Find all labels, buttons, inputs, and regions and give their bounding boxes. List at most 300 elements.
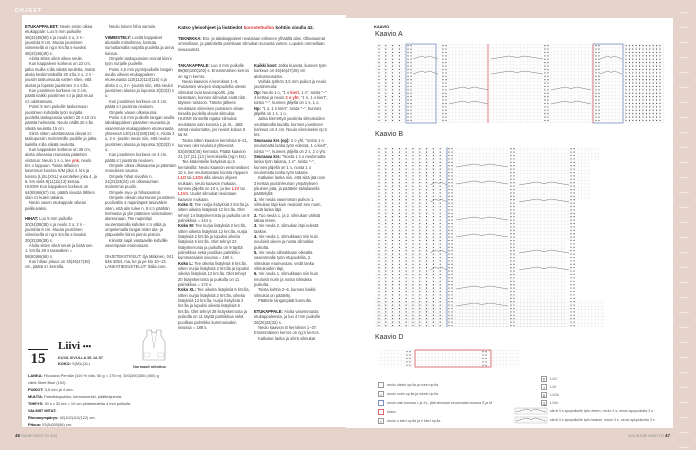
purl-stitch-dot (646, 117, 647, 118)
purl-stitch-dot (442, 62, 443, 63)
purl-stitch-dot (385, 69, 386, 70)
highlighted-term[interactable]: L1O (178, 175, 186, 181)
purl-stitch-dot (419, 294, 420, 295)
purl-stitch-dot (433, 230, 434, 231)
purl-stitch-dot (385, 254, 386, 255)
purl-stitch-dot (378, 186, 379, 187)
purl-stitch-dot (649, 103, 650, 104)
purl-stitch-dot (385, 196, 386, 197)
purl-stitch-dot (410, 83, 411, 84)
purl-stitch-dot (629, 93, 630, 94)
purl-stitch-dot (399, 93, 400, 94)
purl-stitch-dot (410, 93, 411, 94)
purl-stitch-dot (448, 274, 449, 275)
purl-stitch-dot (407, 113, 408, 114)
text-run: Tee oikeita lisäyksiä 6 krs:lla, sitten nurjia lisäyksiä 2 krs:lla, oikeita lisäyksiä 12 krs:lla, nurjia lisäyksiä 2 krs:lla ja lopuksi oikeita lisäyksiä 6 krs:lla. Olet tehnyt 28 lisäyskerrosta ja puikolla on 11 täyttä palmikkoa sekä puolikas palmikko kummassakin sivussa = 188 s. (178, 287, 250, 330)
purl-stitch-dot (412, 189, 413, 190)
purl-stitch-dot (426, 240, 427, 241)
purl-stitch-dot (410, 79, 411, 80)
purl-stitch-dot (632, 62, 633, 63)
purl-stitch-dot (448, 237, 449, 238)
purl-stitch-dot (399, 165, 400, 166)
purl-stitch-dot (406, 284, 407, 285)
highlighted-term[interactable]: L1Vn (178, 191, 189, 197)
purl-stitch-dot (385, 113, 386, 114)
purl-stitch-dot (433, 209, 434, 210)
purl-stitch-dot (410, 113, 411, 114)
purl-stitch-dot (399, 189, 400, 190)
purl-stitch-dot (419, 264, 420, 265)
purl-stitch-dot (407, 52, 408, 53)
purl-stitch-dot (392, 192, 393, 193)
purl-stitch-dot (399, 155, 400, 156)
purl-stitch-dot (399, 120, 400, 121)
purl-stitch-dot (392, 203, 393, 204)
purl-stitch-dot (385, 247, 386, 248)
purl-stitch-dot (392, 209, 393, 210)
purl-stitch-dot (653, 93, 654, 94)
purl-stitch-dot (399, 271, 400, 272)
legend-symbol: ł (378, 418, 384, 424)
purl-stitch-dot (595, 103, 596, 104)
purl-stitch-dot (385, 291, 386, 292)
purl-stitch-dot (510, 186, 511, 187)
purl-stitch-dot (570, 271, 571, 272)
purl-stitch-dot (513, 148, 514, 149)
purl-stitch-dot (385, 237, 386, 238)
purl-stitch-dot (385, 240, 386, 241)
purl-stitch-dot (392, 96, 393, 97)
purl-stitch-dot (448, 179, 449, 180)
purl-stitch-dot (392, 148, 393, 149)
purl-stitch-dot (547, 49, 548, 50)
purl-stitch-dot (392, 152, 393, 153)
legend-label: neulo o kiert op:lla ja n kiert np:lla (387, 419, 441, 423)
purl-stitch-dot (510, 250, 511, 251)
purl-stitch-dot (378, 294, 379, 295)
purl-stitch-dot (440, 169, 441, 170)
purl-stitch-dot (433, 288, 434, 289)
purl-stitch-dot (407, 72, 408, 73)
purl-stitch-dot (448, 206, 449, 207)
purl-stitch-dot (399, 182, 400, 183)
purl-stitch-dot (419, 237, 420, 238)
purl-stitch-dot (659, 106, 660, 107)
purl-stitch-dot (573, 189, 574, 190)
purl-stitch-dot (547, 45, 548, 46)
purl-stitch-dot (392, 243, 393, 244)
purl-stitch-dot (547, 79, 548, 80)
text-run: Jatka kierrettyä joustinta silmukoiden osoittamalla tavalla, kunnes joustimen korkeus on 4 cm. Neulo viimeiseksi np:n krs. (254, 116, 328, 138)
purl-stitch-dot (642, 55, 643, 56)
purl-stitch-dot (485, 361, 486, 362)
purl-stitch-dot (407, 83, 408, 84)
purl-stitch-dot (595, 110, 596, 111)
purl-stitch-dot (378, 158, 379, 159)
purl-stitch-dot (406, 199, 407, 200)
purl-stitch-dot (451, 284, 452, 285)
purl-stitch-dot (392, 106, 393, 107)
purl-stitch-dot (544, 93, 545, 94)
purl-stitch-dot (513, 267, 514, 268)
purl-stitch-dot (445, 113, 446, 114)
spec-value: 30 s x 32 krs = 10 cm pintaneuletta 4 mm puikolla. (44, 401, 132, 406)
spec-value: Palmikkopuikko, kerrosmerkki, päättelyneula. (44, 394, 122, 399)
purl-stitch-dot (659, 89, 660, 90)
purl-stitch-dot (570, 199, 571, 200)
text-run: Päättele langanpäät kunnolla. (258, 298, 312, 304)
section-tag: OHJEET (15, 8, 43, 14)
purl-stitch-dot (445, 79, 446, 80)
purl-stitch-dot (448, 284, 449, 285)
purl-stitch-dot (573, 165, 574, 166)
purl-stitch-dot (653, 89, 654, 90)
purl-stitch-dot (448, 172, 449, 173)
text-run: Kun kappaleen korkeus on 22 cm, jatka muilla s:illa sileää neuletta, mutta aloita keskimmäisillä 20 s:lla 2 o, 2 n -joustin taskunsuuta varten siten, että aloitat ja lopetat joustimen 3 o s:lla. (25, 61, 95, 88)
purl-stitch-dot (440, 155, 441, 156)
text-run: OHJETEKSTI/ISUT: Ilja Mäkinen, 041 546 3054, ma, ke ja pe klo 10–13. LANKATIEDUSTELUT: Italia.com. (105, 253, 174, 270)
chart-d-title: Kaavio D (375, 334, 404, 341)
purl-stitch-dot (642, 62, 643, 63)
legend-label: neulo vain koossa L ja XL, jätä silmukat neulomatta koossa S ja M (387, 401, 493, 405)
purl-stitch-dot (412, 257, 413, 258)
purl-stitch-dot (392, 223, 393, 224)
purl-stitch-dot (385, 294, 386, 295)
purl-stitch-dot (636, 52, 637, 53)
purl-stitch-dot (385, 106, 386, 107)
purl-stitch-dot (570, 274, 571, 275)
purl-stitch-dot (656, 49, 657, 50)
purl-stitch-dot (547, 66, 548, 67)
purl-stitch-dot (385, 172, 386, 173)
purl-stitch-dot (629, 113, 630, 114)
purl-stitch-dot (385, 103, 386, 104)
purl-stitch-dot (399, 288, 400, 289)
purl-stitch-dot (639, 45, 640, 46)
purl-stitch-dot (570, 196, 571, 197)
purl-stitch-dot (419, 165, 420, 166)
purl-stitch-dot (595, 120, 596, 121)
purl-stitch-dot (406, 298, 407, 299)
purl-stitch-dot (595, 69, 596, 70)
purl-stitch-dot (407, 93, 408, 94)
text-run: Aloita sitten sileä oikea neule. (29, 56, 83, 62)
purl-stitch-dot (642, 49, 643, 50)
spec-value: 3,5 mm ja 4 mm. (44, 387, 74, 392)
purl-stitch-dot (629, 106, 630, 107)
purl-stitch-dot (451, 240, 452, 241)
purl-stitch-dot (629, 83, 630, 84)
purl-stitch-dot (544, 113, 545, 114)
purl-stitch-dot (649, 72, 650, 73)
text-run: HUOM! Kun kappaleen korkeus on 64(65)66(67) cm, päätä sivusta lähtien olan s:t kuten takana. (25, 184, 95, 200)
purl-stitch-dot (544, 62, 545, 63)
purl-stitch-dot (639, 76, 640, 77)
purl-stitch-dot (412, 284, 413, 285)
purl-stitch-dot (410, 45, 411, 46)
purl-stitch-dot (412, 233, 413, 234)
purl-stitch-dot (570, 148, 571, 149)
purl-stitch-dot (642, 83, 643, 84)
purl-stitch-dot (510, 216, 511, 217)
purl-stitch-dot (378, 284, 379, 285)
purl-stitch-dot (636, 45, 637, 46)
purl-stitch-dot (440, 257, 441, 258)
purl-stitch-dot (659, 76, 660, 77)
purl-stitch-dot (440, 175, 441, 176)
purl-stitch-dot (598, 69, 599, 70)
purl-stitch-dot (639, 93, 640, 94)
legend-label: L1O (550, 377, 557, 381)
purl-stitch-dot (598, 72, 599, 73)
purl-stitch-dot (442, 120, 443, 121)
purl-stitch-dot (653, 79, 654, 80)
purl-stitch-dot (659, 72, 660, 73)
purl-stitch-dot (451, 230, 452, 231)
text-run: Neulo kaavion A kerrokset 1–5. Punaisten viivojen sisäpuolella olevat silmukat ovat kuvioraportti, jota toistetaan, kunnes silmukat eivät riitä täyteen toistoon. Tämän jälkeen neulotaan viimeisen punaisen viivan toisella puolella olevat silmukat. HUOM! Sinisellä rajatut silmukat neulotaan vain koossa L ja XL. Jätä nämä neulomatta, jos neulot kokoa S tai M. (178, 79, 246, 138)
purl-stitch-dot (448, 155, 449, 156)
purl-stitch-dot (629, 66, 630, 67)
purl-stitch-dot (573, 264, 574, 265)
purl-stitch-dot (445, 89, 446, 90)
purl-stitch-dot (440, 179, 441, 180)
purl-stitch-dot (433, 233, 434, 234)
purl-stitch-dot (392, 264, 393, 265)
purl-stitch-dot (646, 49, 647, 50)
purl-stitch-dot (570, 179, 571, 180)
purl-stitch-dot (412, 175, 413, 176)
purl-stitch-dot (653, 59, 654, 60)
purl-stitch-dot (399, 213, 400, 214)
purl-stitch-dot (419, 162, 420, 163)
purl-stitch-dot (573, 254, 574, 255)
purl-stitch-dot (573, 203, 574, 204)
purl-stitch-dot (649, 110, 650, 111)
purl-stitch-dot (595, 117, 596, 118)
purl-stitch-dot (653, 52, 654, 53)
purl-stitch-dot (451, 233, 452, 234)
purl-stitch-dot (409, 355, 410, 356)
legend-label: L1V (550, 385, 557, 389)
purl-stitch-dot (412, 277, 413, 278)
purl-stitch-dot (442, 103, 443, 104)
purl-stitch-dot (410, 52, 411, 53)
purl-stitch-dot (399, 230, 400, 231)
purl-stitch-dot (646, 52, 647, 53)
purl-stitch-dot (433, 237, 434, 238)
purl-stitch-dot (419, 281, 420, 282)
purl-stitch-dot (510, 291, 511, 292)
purl-stitch-dot (409, 358, 410, 359)
purl-stitch-dot (573, 240, 574, 241)
purl-stitch-dot (440, 196, 441, 197)
legend-cable-label: siirrä 3 s apupuikolle työn eteen, neulo 3 s, neulo apupuikolta 3 s (550, 409, 654, 413)
purl-stitch-dot (513, 294, 514, 295)
purl-stitch-dot (399, 76, 400, 77)
purl-stitch-dot (513, 240, 514, 241)
purl-stitch-dot (392, 62, 393, 63)
legend-label: neulo nurin op:lla ja oikein np:lla (387, 392, 439, 396)
purl-stitch-dot (378, 182, 379, 183)
purl-stitch-dot (544, 117, 545, 118)
purl-stitch-dot (513, 271, 514, 272)
purl-stitch-dot (485, 355, 486, 356)
purl-stitch-dot (510, 264, 511, 265)
run-label: 5. (254, 250, 259, 256)
purl-stitch-dot (378, 93, 379, 94)
purl-stitch-dot (639, 106, 640, 107)
purl-stitch-dot (451, 155, 452, 156)
purl-stitch-dot (448, 257, 449, 258)
purl-stitch-dot (625, 89, 626, 90)
purl-stitch-dot (510, 288, 511, 289)
purl-stitch-dot (448, 192, 449, 193)
purl-stitch-dot (392, 59, 393, 60)
purl-stitch-dot (451, 291, 452, 292)
purl-stitch-dot (448, 267, 449, 268)
purl-stitch-dot (412, 199, 413, 200)
purl-stitch-dot (419, 155, 420, 156)
text-run: Neulo 1 o, "1 o (262, 89, 291, 95)
purl-stitch-dot (510, 203, 511, 204)
purl-stitch-dot (399, 298, 400, 299)
purl-stitch-dot (392, 83, 393, 84)
purl-stitch-dot (570, 281, 571, 282)
purl-stitch-dot (378, 192, 379, 193)
purl-stitch-dot (392, 199, 393, 200)
purl-stitch-dot (410, 66, 411, 67)
purl-stitch-dot (399, 192, 400, 193)
spec-value: 92(102)112(122) cm. (59, 415, 96, 420)
purl-stitch-dot (451, 209, 452, 210)
purl-stitch-dot (448, 175, 449, 176)
purl-stitch-dot (442, 52, 443, 53)
highlighted-term[interactable]: ynk (71, 157, 79, 163)
purl-stitch-dot (656, 72, 657, 73)
purl-stitch-dot (448, 162, 449, 163)
purl-stitch-dot (385, 203, 386, 204)
purl-stitch-dot (399, 100, 400, 101)
purl-stitch-dot (385, 45, 386, 46)
highlighted-term[interactable]: L1On (192, 175, 204, 181)
purl-stitch-dot (440, 152, 441, 153)
purl-stitch-dot (412, 220, 413, 221)
purl-stitch-dot (412, 165, 413, 166)
purl-stitch-dot (407, 86, 408, 87)
purl-stitch-dot (378, 86, 379, 87)
purl-stitch-dot (653, 86, 654, 87)
purl-stitch-dot (392, 103, 393, 104)
text-run: Poimi 4,5 mm pyöröpuikolle langan avulla oikean etukappaleen etureunasta 110(112)114(116) s ja aloita 2 o, 2 n -joustin niin, että neulot joustimen alussa ja lopussa 3(3)3(3) s o. (105, 66, 174, 99)
purl-stitch-dot (445, 106, 446, 107)
purl-stitch-dot (399, 162, 400, 163)
purl-stitch-dot (598, 120, 599, 121)
purl-stitch-dot (433, 179, 434, 180)
text-run: Levitä kappaleet alustalle mittoihinsa, kostuta sumuttamalla nurjalta puolelta ja anna kuivua. (105, 34, 174, 56)
spec-label: TIHEYS: (28, 401, 45, 406)
highlighted-term[interactable]: 2 o yht (285, 95, 299, 101)
purl-stitch-dot (573, 158, 574, 159)
purl-stitch-dot (442, 76, 443, 77)
purl-stitch-dot (440, 281, 441, 282)
purl-stitch-dot (632, 66, 633, 67)
purl-stitch-dot (419, 152, 420, 153)
purl-stitch-dot (625, 117, 626, 118)
purl-stitch-dot (385, 182, 386, 183)
purl-stitch-dot (410, 106, 411, 107)
purl-stitch-dot (639, 83, 640, 84)
run-label: TEKNIIKKA: (178, 36, 203, 41)
purl-stitch-dot (433, 206, 434, 207)
spec-label: PUIKOT: (28, 387, 45, 392)
purl-stitch-dot (392, 100, 393, 101)
highlighted-term[interactable]: L1V (231, 185, 240, 191)
purl-stitch-dot (399, 226, 400, 227)
purl-stitch-dot (426, 271, 427, 272)
purl-stitch-dot (392, 169, 393, 170)
purl-stitch-dot (406, 281, 407, 282)
purl-stitch-dot (378, 264, 379, 265)
purl-stitch-dot (573, 182, 574, 183)
purl-stitch-dot (598, 66, 599, 67)
purl-stitch-dot (451, 182, 452, 183)
purl-stitch-dot (513, 213, 514, 214)
purl-stitch-dot (510, 199, 511, 200)
purl-stitch-dot (426, 192, 427, 193)
purl-stitch-dot (513, 165, 514, 166)
purl-stitch-dot (392, 79, 393, 80)
difficulty-rating: ••• (82, 342, 92, 351)
purl-stitch-dot (385, 117, 386, 118)
purl-stitch-dot (547, 89, 548, 90)
purl-stitch-dot (656, 83, 657, 84)
purl-stitch-dot (385, 72, 386, 73)
purl-stitch-dot (649, 120, 650, 121)
purl-stitch-dot (595, 96, 596, 97)
highlighted-term[interactable]: kiert (290, 89, 299, 95)
purl-stitch-dot (636, 103, 637, 104)
purl-stitch-dot (547, 55, 548, 56)
purl-stitch-dot (378, 260, 379, 261)
purl-stitch-dot (412, 192, 413, 193)
purl-stitch-dot (547, 113, 548, 114)
text-run: Vie neula 1. silmukkaan niin kuin neuloisit oikein ja nosta silmukka puikolta. (254, 234, 318, 250)
purl-stitch-dot (442, 72, 443, 73)
purl-stitch-dot (547, 59, 548, 60)
purl-stitch-dot (378, 59, 379, 60)
purl-stitch-dot (406, 277, 407, 278)
purl-stitch-dot (513, 196, 514, 197)
purl-stitch-dot (407, 117, 408, 118)
purl-stitch-dot (544, 100, 545, 101)
purl-stitch-dot (433, 172, 434, 173)
purl-stitch-dot (419, 274, 420, 275)
purl-stitch-dot (448, 298, 449, 299)
purl-stitch-dot (573, 199, 574, 200)
purl-stitch-dot (513, 155, 514, 156)
purl-stitch-dot (433, 203, 434, 204)
purl-stitch-dot (406, 220, 407, 221)
purl-stitch-dot (433, 165, 434, 166)
highlighted-link[interactable]: korostettuihin (243, 25, 275, 30)
purl-stitch-dot (547, 117, 548, 118)
purl-stitch-dot (639, 55, 640, 56)
purl-stitch-dot (570, 237, 571, 238)
purl-stitch-dot (510, 209, 511, 210)
purl-stitch-dot (412, 274, 413, 275)
purl-stitch-dot (442, 66, 443, 67)
purl-stitch-dot (659, 49, 660, 50)
